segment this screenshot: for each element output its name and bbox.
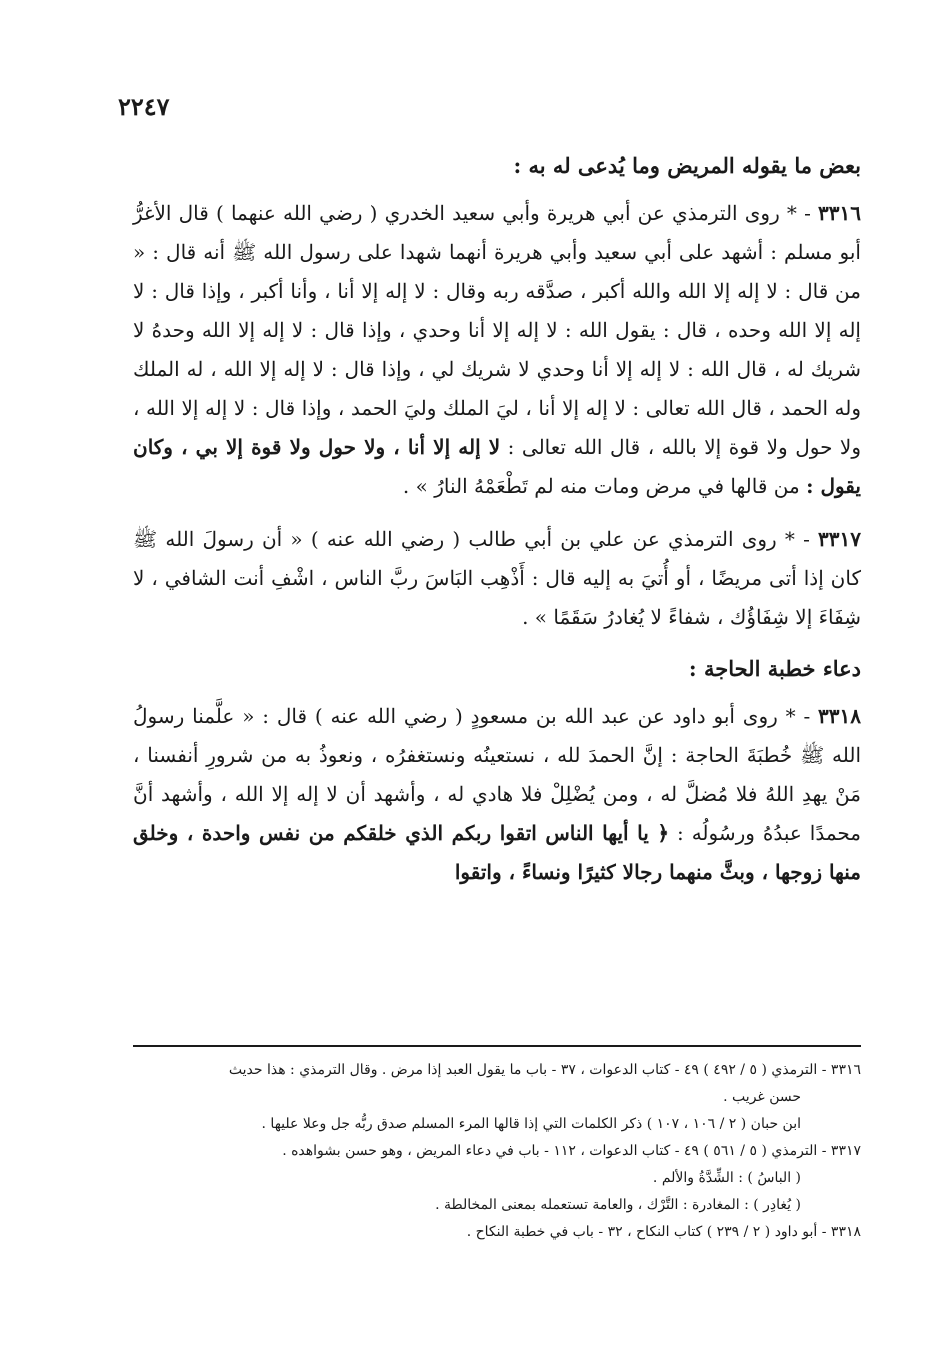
hadith-number: ٣٣١٨ — [818, 704, 861, 728]
footnote-line: حسن غريب . — [723, 1089, 801, 1105]
hadith-text: - * روى أبو داود عن عبد الله بن مسعودٍ ( رضي الله عنه ) قال : « علَّمنا رسولُ الله ﷺ خُطبَةَ الحاجة : إنَّ الحمدَ لله ، نستعينُه ونستغفرُه ، ونعوذُ به من شرورِ أنفسنا ، مَنْ يهدِ اللهُ فلا مُضلَّ له ، ومن يُضْلِلْ فلا هادي له ، وأشهد أن لا إله إلا الله ، وأشهد أنَّ محمدًا عبدُهُ ورسُولُه : — [133, 704, 861, 845]
footnotes — [133, 1057, 861, 1246]
hadith-3317 — [133, 520, 861, 637]
hadith-text: - * روى الترمذي عن علي بن أبي طالب ( رضي الله عنه ) « أن رسولَ الله ﷺ كان إذا أتى مريضًا ، أو أُتيَ به إليه قال : أَذْهِب البَاسَ ربَّ الناس ، اشْفِ أنت الشافي ، لا شِفَاءَ إلا شِفَاؤُك ، شفاءً لا يُغادرُ سَقَمًا » . — [133, 527, 861, 629]
section-heading-sick-prayers: بعض ما يقوله المريض وما يُدعى له به : — [513, 153, 861, 178]
hadith-emphasis: لا إله إلا أنا ، ولا حول ولا قوة إلا بي ، وكان يقول : — [133, 435, 861, 498]
page-body — [133, 148, 861, 906]
hadith-3318 — [133, 697, 861, 892]
footnote-line: ( الباسُ ) : الشِّدَّةُ والألم . — [652, 1170, 801, 1186]
hadith-text: - * روى الترمذي عن أبي هريرة وأبي سعيد الخدري ( رضي الله عنهما ) قال الأغرُّ أبو مسلم : أشهد على أبي سعيد وأبي هريرة أنهما شهدا على رسول الله ﷺ أنه قال : « من قال : لا إله إلا الله والله أكبر ، صدَّقه ربه وقال : لا إله إلا أنا ، وأنا أكبر ، وإذا قال : لا إله إلا الله وحده ، قال : يقول الله : لا إله إلا أنا وحدي ، وإذا قال : لا إله إلا الله وحدهُ لا شريك له ، قال الله : لا إله إلا أنا وحدي لا شريك لي ، وإذا قال : لا إله إلا الله ، له الملك وله الحمد ، قال الله تعالى : لا إله إلا أنا ، ليَ الملك وليَ الحمد ، وإذا قال : لا إله إلا الله ، ولا حول ولا قوة إلا بالله ، قال الله تعالى : — [133, 201, 862, 459]
hadith-3316 — [133, 194, 861, 506]
page-number: ٢٢٤٧ — [118, 92, 170, 121]
footnote-line: ٣٣١٧ - الترمذي ( ٥ / ٥٦١ ) ٤٩ - كتاب الدعوات ، ١١٢ - باب في دعاء المريض ، وهو حسن بشواهده . — [282, 1143, 861, 1159]
footnote-line: ٣٣١٦ - الترمذي ( ٥ / ٤٩٢ ) ٤٩ - كتاب الدعوات ، ٣٧ - باب ما يقول العبد إذا مرض . وقال الترمذي : هذا حديث — [228, 1062, 861, 1078]
footnote-line: ابن حبان ( ٢ / ١٠٦ ، ١٠٧ ) ذكر الكلمات التي إذا قالها المرء المسلم صدق ربُّه جل وعلا عليها . — [261, 1116, 801, 1132]
footnote-divider — [133, 1045, 861, 1047]
footnote-line: ٣٣١٨ - أبو داود ( ٢ / ٢٣٩ ) كتاب النكاح ، ٣٢ - باب في خطبة النكاح . — [466, 1224, 861, 1240]
hadith-text-end: من قالها في مرض ومات منه لم تَطْعَمْهُ النارُ » . — [402, 474, 807, 498]
quran-verse: ﴿ يا أيها الناس اتقوا ربكم الذي خلقكم من نفس واحدة ، وخلق منها زوجها ، وبثَّ منهما رجالا كثيرًا ونساءً ، واتقوا — [133, 821, 861, 884]
footnote-line: ( يُغادِر ) : المغادرة : التَّرْك ، والعامة تستعمله بمعنى المخالطة . — [435, 1197, 801, 1213]
hadith-number: ٣٣١٧ — [818, 527, 861, 551]
section-heading-khutbat-al-haja: دعاء خطبة الحاجة : — [688, 656, 861, 681]
hadith-number: ٣٣١٦ — [818, 201, 861, 225]
